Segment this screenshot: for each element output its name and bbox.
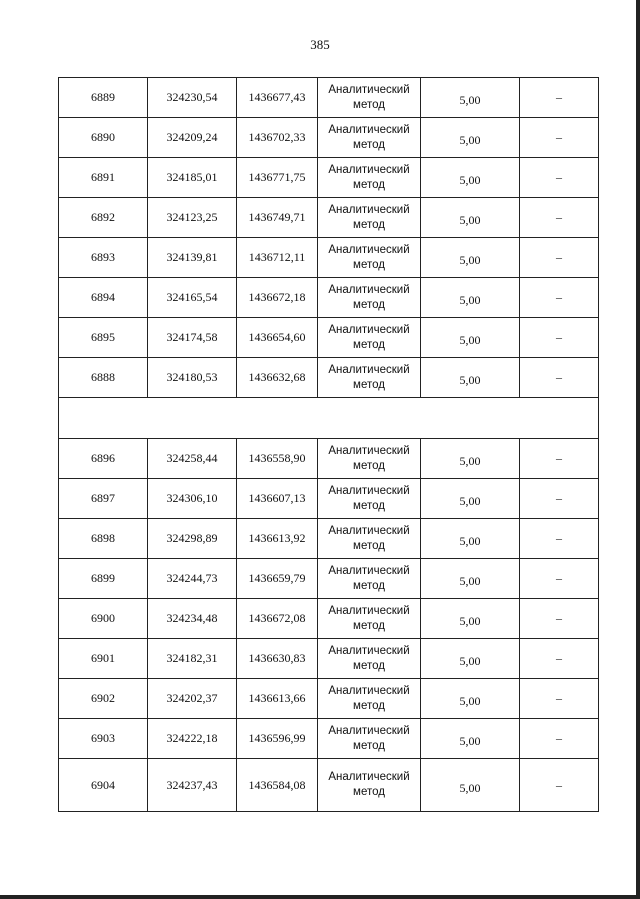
- method-cell: Аналитический метод: [318, 639, 421, 679]
- note-cell: –: [520, 198, 599, 238]
- note-cell: –: [520, 599, 599, 639]
- table-row: [59, 519, 599, 559]
- point-number-cell: 6890: [59, 118, 148, 158]
- table-row: [59, 238, 599, 278]
- accuracy-cell: 5,00: [421, 358, 520, 398]
- x-coordinate-cell: 324185,01: [148, 158, 237, 198]
- method-cell: Аналитический метод: [318, 679, 421, 719]
- method-cell: Аналитический метод: [318, 719, 421, 759]
- table-separator-row: [59, 398, 599, 439]
- table-row: [59, 639, 599, 679]
- table-row: [59, 719, 599, 759]
- table-separator-cell: [59, 398, 599, 439]
- table-row: [59, 759, 599, 812]
- accuracy-cell: 5,00: [421, 318, 520, 358]
- point-number-cell: 6901: [59, 639, 148, 679]
- table-row: [59, 318, 599, 358]
- table-row: [59, 78, 599, 118]
- y-coordinate-cell: 1436672,18: [237, 278, 318, 318]
- y-coordinate-cell: 1436558,90: [237, 439, 318, 479]
- point-number-cell: 6891: [59, 158, 148, 198]
- note-cell: –: [520, 719, 599, 759]
- method-cell: Аналитический метод: [318, 238, 421, 278]
- note-cell: –: [520, 278, 599, 318]
- note-cell: –: [520, 158, 599, 198]
- table-row: [59, 358, 599, 398]
- x-coordinate-cell: 324222,18: [148, 719, 237, 759]
- x-coordinate-cell: 324237,43: [148, 759, 237, 812]
- accuracy-cell: 5,00: [421, 118, 520, 158]
- y-coordinate-cell: 1436630,83: [237, 639, 318, 679]
- point-number-cell: 6896: [59, 439, 148, 479]
- table-row: [59, 439, 599, 479]
- point-number-cell: 6898: [59, 519, 148, 559]
- table-row: [59, 599, 599, 639]
- note-cell: –: [520, 358, 599, 398]
- coordinates-table: [58, 77, 599, 812]
- point-number-cell: 6903: [59, 719, 148, 759]
- y-coordinate-cell: 1436654,60: [237, 318, 318, 358]
- y-coordinate-cell: 1436749,71: [237, 198, 318, 238]
- y-coordinate-cell: 1436771,75: [237, 158, 318, 198]
- y-coordinate-cell: 1436672,08: [237, 599, 318, 639]
- table-row: [59, 118, 599, 158]
- y-coordinate-cell: 1436584,08: [237, 759, 318, 812]
- accuracy-cell: 5,00: [421, 78, 520, 118]
- x-coordinate-cell: 324230,54: [148, 78, 237, 118]
- point-number-cell: 6899: [59, 559, 148, 599]
- method-cell: Аналитический метод: [318, 198, 421, 238]
- point-number-cell: 6888: [59, 358, 148, 398]
- x-coordinate-cell: 324258,44: [148, 439, 237, 479]
- accuracy-cell: 5,00: [421, 679, 520, 719]
- method-cell: Аналитический метод: [318, 358, 421, 398]
- method-cell: Аналитический метод: [318, 759, 421, 812]
- table-row: [59, 479, 599, 519]
- x-coordinate-cell: 324209,24: [148, 118, 237, 158]
- y-coordinate-cell: 1436702,33: [237, 118, 318, 158]
- y-coordinate-cell: 1436596,99: [237, 719, 318, 759]
- point-number-cell: 6904: [59, 759, 148, 812]
- table-row: [59, 679, 599, 719]
- note-cell: –: [520, 759, 599, 812]
- y-coordinate-cell: 1436677,43: [237, 78, 318, 118]
- note-cell: –: [520, 238, 599, 278]
- x-coordinate-cell: 324234,48: [148, 599, 237, 639]
- method-cell: Аналитический метод: [318, 318, 421, 358]
- method-cell: Аналитический метод: [318, 519, 421, 559]
- note-cell: –: [520, 318, 599, 358]
- point-number-cell: 6902: [59, 679, 148, 719]
- x-coordinate-cell: 324180,53: [148, 358, 237, 398]
- note-cell: –: [520, 479, 599, 519]
- y-coordinate-cell: 1436607,13: [237, 479, 318, 519]
- x-coordinate-cell: 324182,31: [148, 639, 237, 679]
- method-cell: Аналитический метод: [318, 78, 421, 118]
- method-cell: Аналитический метод: [318, 559, 421, 599]
- accuracy-cell: 5,00: [421, 559, 520, 599]
- table-row: [59, 278, 599, 318]
- y-coordinate-cell: 1436632,68: [237, 358, 318, 398]
- accuracy-cell: 5,00: [421, 278, 520, 318]
- note-cell: –: [520, 118, 599, 158]
- point-number-cell: 6897: [59, 479, 148, 519]
- x-coordinate-cell: 324139,81: [148, 238, 237, 278]
- x-coordinate-cell: 324298,89: [148, 519, 237, 559]
- point-number-cell: 6894: [59, 278, 148, 318]
- x-coordinate-cell: 324306,10: [148, 479, 237, 519]
- note-cell: –: [520, 559, 599, 599]
- point-number-cell: 6893: [59, 238, 148, 278]
- table-row: [59, 198, 599, 238]
- accuracy-cell: 5,00: [421, 198, 520, 238]
- table-row: [59, 158, 599, 198]
- note-cell: –: [520, 679, 599, 719]
- accuracy-cell: 5,00: [421, 639, 520, 679]
- accuracy-cell: 5,00: [421, 479, 520, 519]
- x-coordinate-cell: 324174,58: [148, 318, 237, 358]
- accuracy-cell: 5,00: [421, 599, 520, 639]
- accuracy-cell: 5,00: [421, 238, 520, 278]
- note-cell: –: [520, 639, 599, 679]
- table-row: [59, 559, 599, 599]
- accuracy-cell: 5,00: [421, 719, 520, 759]
- page-number: 385: [310, 37, 330, 52]
- y-coordinate-cell: 1436659,79: [237, 559, 318, 599]
- method-cell: Аналитический метод: [318, 278, 421, 318]
- y-coordinate-cell: 1436613,92: [237, 519, 318, 559]
- note-cell: –: [520, 439, 599, 479]
- method-cell: Аналитический метод: [318, 439, 421, 479]
- y-coordinate-cell: 1436613,66: [237, 679, 318, 719]
- accuracy-cell: 5,00: [421, 759, 520, 812]
- method-cell: Аналитический метод: [318, 599, 421, 639]
- note-cell: –: [520, 519, 599, 559]
- y-coordinate-cell: 1436712,11: [237, 238, 318, 278]
- x-coordinate-cell: 324244,73: [148, 559, 237, 599]
- point-number-cell: 6900: [59, 599, 148, 639]
- accuracy-cell: 5,00: [421, 158, 520, 198]
- note-cell: –: [520, 78, 599, 118]
- x-coordinate-cell: 324202,37: [148, 679, 237, 719]
- coordinates-table-body: [59, 78, 599, 812]
- method-cell: Аналитический метод: [318, 118, 421, 158]
- point-number-cell: 6889: [59, 78, 148, 118]
- point-number-cell: 6895: [59, 318, 148, 358]
- accuracy-cell: 5,00: [421, 439, 520, 479]
- method-cell: Аналитический метод: [318, 158, 421, 198]
- point-number-cell: 6892: [59, 198, 148, 238]
- method-cell: Аналитический метод: [318, 479, 421, 519]
- accuracy-cell: 5,00: [421, 519, 520, 559]
- x-coordinate-cell: 324123,25: [148, 198, 237, 238]
- x-coordinate-cell: 324165,54: [148, 278, 237, 318]
